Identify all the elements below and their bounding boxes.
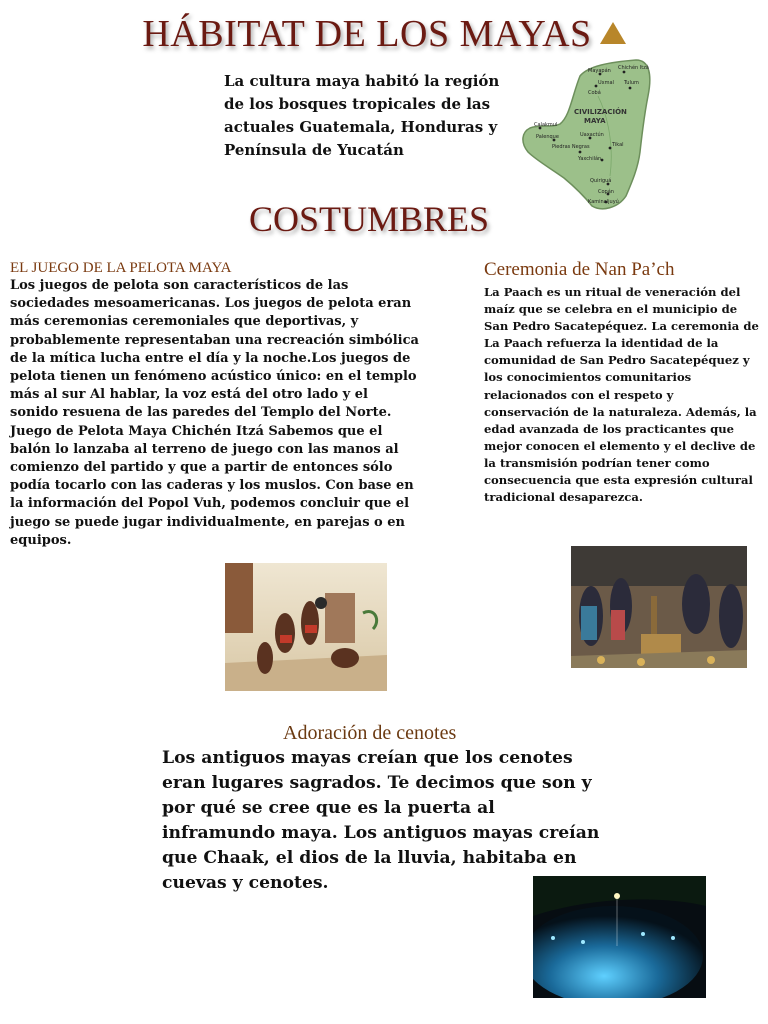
- ceremony-title: Ceremonia de Nan Pa’ch: [484, 259, 675, 280]
- map-place-uxmal: Uxmal: [598, 80, 614, 86]
- map-place-copan: Copán: [598, 189, 614, 195]
- map-place-chichen-itza: Chichén Itzá: [618, 65, 649, 71]
- map-place-yaxchilan: Yaxchilán: [578, 156, 602, 162]
- map-label-civilizacion: CIVILIZACIÓN: [574, 108, 627, 116]
- cenote-photo: [533, 876, 706, 998]
- map-place-kaminaljuyu: Kaminaljuyú: [588, 199, 619, 205]
- ceremony-photo: [571, 546, 747, 668]
- section-title: COSTUMBRES: [248, 199, 490, 239]
- ball-game-illustration: [225, 563, 387, 691]
- cenotes-text: Los antiguos mayas creían que los cenotes eran lugares sagrados. Te decimos que son y por qué se cree que es la puerta al inframundo maya. Los antiguos mayas creían que Chaak, el dios de la lluvia, habitaba en cuevas y cenotes.: [162, 748, 600, 893]
- ball-game-text: Los juegos de pelota son característicos de las sociedades mesoamericanas. Los juegos de pelota eran más ceremonias ceremoniales que deportivas, y probablemente representaban una recreación simbólica de la mítica lucha entre el día y la noche.Los juegos de pelota tienen un fenómeno acústico único: en el templo más al sur Al hablar, la voz está del otro lado y el sonido resuena de las paredes del Templo del Norte. Juego de Pelota Maya Chichén Itzá Sabemos que el balón lo lanzaba al terreno de juego con las manos al comienzo del partido y que a partir de entonces sólo podía tocarlo con las caderas y los muslos. Con base en la información del Popol Vuh, podemos concluir que el juego se puede jugar individualmente, en parejas o en equipos.: [10, 278, 419, 548]
- ball-game-title: EL JUEGO DE LA PELOTA MAYA: [10, 260, 232, 276]
- map-place-mayapan: Mayapán: [588, 68, 611, 74]
- map-label-maya: MAYA: [584, 117, 606, 125]
- map-place-palenque: Palenque: [536, 134, 559, 140]
- map-place-quirigua: Quiriguá: [590, 178, 612, 184]
- maya-map: [518, 56, 656, 214]
- intro-text: La cultura maya habitó la región de los bosques tropicales de las actuales Guatemala, Honduras y Península de Yucatán: [224, 72, 500, 159]
- page-title-text: HÁBITAT DE LOS MAYAS: [142, 13, 592, 55]
- ceremony-text: La Paach es un ritual de veneración del maíz que se celebra en el municipio de San Pedro Sacatepéquez. La ceremonia de La Paach refuerza la identidad de la comunidad de San Pedro Sacatepéquez y los conocimientos comunitarios relacionados con el respeto y conservación de la naturaleza. Además, la edad avanzada de los practicantes que mejor conocen el elemento y el declive de la transmisión podrían tener como consecuencia que esta expresión cultural tradicional desaparezca.: [484, 285, 759, 505]
- map-place-piedras-negras: Piedras Negras: [552, 144, 590, 150]
- map-place-tulum: Tulum: [624, 80, 639, 86]
- map-place-uaxactun: Uaxactún: [580, 132, 604, 138]
- map-place-tikal: Tikal: [612, 142, 624, 148]
- map-place-coba: Cobá: [588, 90, 601, 96]
- map-place-calakmul: Calakmul: [534, 122, 558, 128]
- cenotes-title: Adoración de cenotes: [283, 722, 457, 744]
- pyramid-icon: [600, 22, 626, 44]
- page-title: [0, 12, 768, 56]
